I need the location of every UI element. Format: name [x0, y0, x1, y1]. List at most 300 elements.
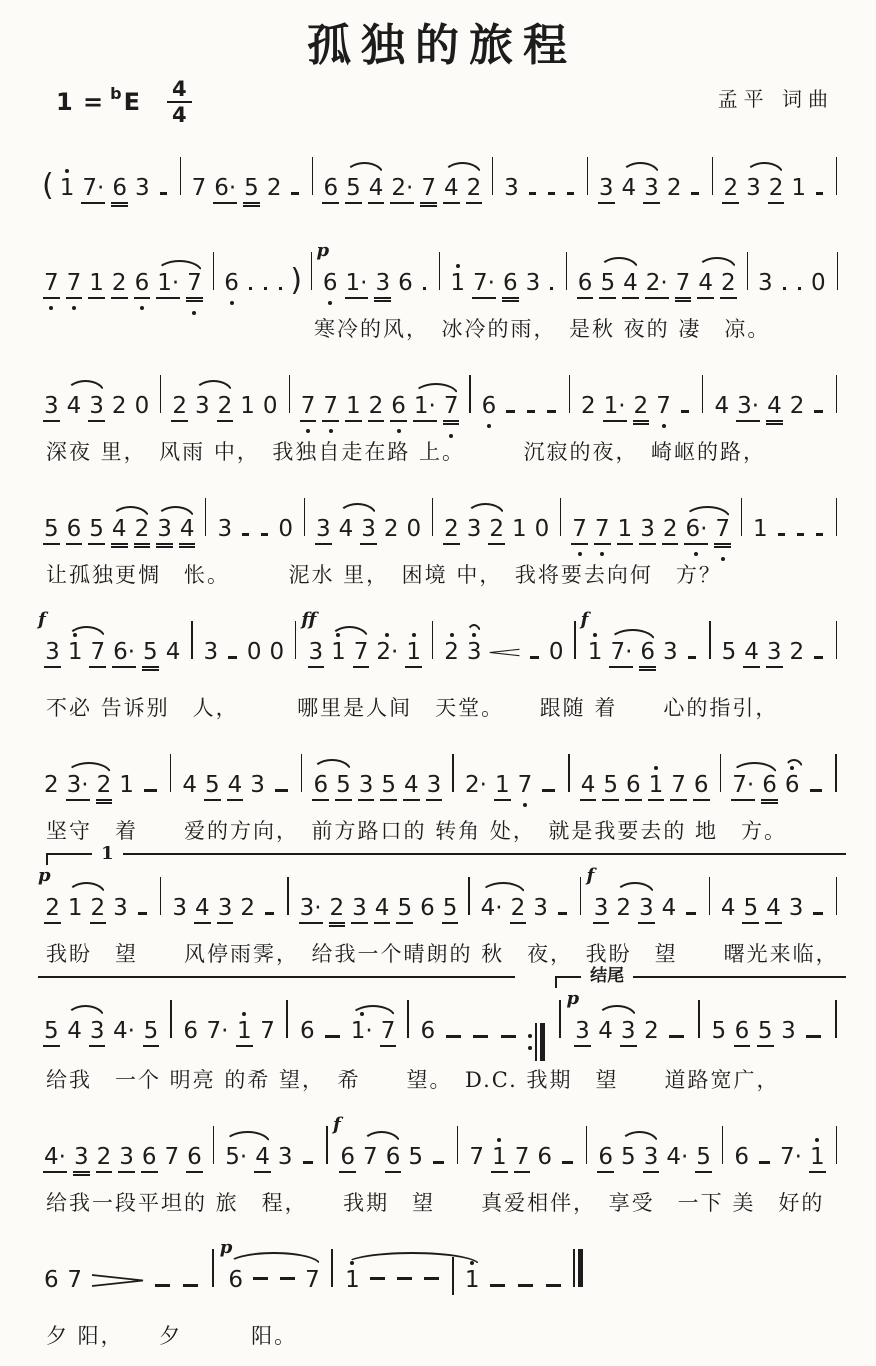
slur-group — [410, 395, 463, 425]
barline — [569, 375, 570, 413]
note-digit: 7 — [675, 272, 692, 302]
note-digit: 2 — [171, 395, 188, 422]
octave-dot-below — [578, 552, 582, 556]
note — [491, 1146, 508, 1173]
note-digit: 0 — [810, 272, 827, 297]
lyrics-line: 让孤独更惆 怅。 泥水 里， 困境 中， 我将要去向何 方？ — [38, 560, 846, 594]
barline — [709, 621, 710, 659]
repeat-end-sign — [528, 1023, 545, 1061]
note-digit: 7 — [304, 1269, 321, 1294]
dynamic-label: p — [220, 1239, 233, 1257]
slur-group — [440, 177, 485, 204]
note-digit: 6 — [734, 1020, 751, 1047]
note-digit: 4 — [743, 641, 760, 668]
octave-dot-below — [449, 434, 453, 438]
duration-dash — [688, 656, 697, 659]
slur-group — [191, 395, 236, 422]
note-digit: 6 — [134, 272, 151, 299]
note — [396, 897, 413, 924]
note — [757, 1020, 774, 1047]
note — [766, 395, 783, 425]
note-digit: 3 — [73, 1146, 90, 1176]
duration-dash — [798, 287, 801, 290]
rest — [277, 518, 294, 543]
octave-dot-below — [329, 429, 333, 433]
dynamic-label: f — [38, 611, 46, 629]
note — [580, 395, 597, 420]
note — [639, 518, 656, 545]
note-digit: 3 — [216, 518, 233, 543]
note-digit: 4 — [368, 177, 385, 204]
slur-group — [618, 177, 663, 204]
slur-group — [463, 641, 486, 666]
lyrics-line: 寒冷的风， 冰冷的雨， 是秋 夜的 凄 凉。 — [38, 314, 846, 348]
note — [464, 1269, 481, 1294]
repeat-dot — [528, 1034, 532, 1038]
lyrics-line: 给我一段平坦的 旅 程， 我期 望 真爱相伴， 享受 一下 美 好的 — [38, 1188, 846, 1222]
note — [299, 1020, 316, 1045]
note — [594, 518, 611, 545]
note — [368, 177, 385, 204]
note — [182, 1020, 199, 1045]
note-digit: 2 — [722, 177, 739, 204]
lyrics-line: 夕 阳， 夕 阳。 — [38, 1321, 846, 1355]
note — [510, 897, 527, 924]
note — [665, 1146, 689, 1171]
parenthesis: ) — [290, 263, 302, 298]
slur-group — [617, 1146, 662, 1173]
note-digit: 6 — [182, 1020, 199, 1045]
note-digit: 2 — [443, 641, 460, 666]
note-digit: 6 — [577, 272, 594, 299]
note — [443, 518, 460, 545]
octave-dot-above — [350, 1261, 354, 1265]
note-digit: 7 — [514, 1146, 531, 1173]
note-digit: 1 — [67, 897, 84, 922]
note — [695, 1146, 712, 1173]
octave-dot-above — [450, 633, 454, 637]
note-digit: 7 — [186, 272, 203, 302]
note — [43, 272, 60, 299]
note — [171, 897, 188, 922]
slur-group — [463, 518, 508, 545]
note-digit: 3 — [374, 272, 391, 302]
duration-dash — [253, 1277, 268, 1280]
note-digit: 4 — [713, 395, 730, 420]
octave-dot-below — [523, 803, 527, 807]
note — [344, 1269, 361, 1294]
music-line — [38, 728, 846, 816]
note-digit: 1 — [118, 774, 135, 799]
note — [710, 1020, 727, 1045]
note — [684, 518, 708, 545]
duration-dash — [433, 1161, 444, 1164]
note — [574, 1020, 591, 1047]
duration-dash — [567, 192, 574, 195]
note — [206, 1020, 230, 1045]
slur-group — [594, 1020, 639, 1047]
duration-dash — [669, 1035, 684, 1038]
note-digit: 3 — [662, 641, 679, 666]
note-digit: 1 — [809, 1146, 826, 1173]
note-digit: 6 — [639, 641, 656, 671]
note — [308, 641, 325, 668]
note-digit: 6 — [43, 1269, 60, 1294]
note-digit: 4 — [66, 1020, 83, 1045]
octave-dot-above — [360, 1012, 364, 1016]
note — [722, 177, 739, 204]
score-line — [38, 974, 846, 1099]
note — [217, 897, 234, 924]
rest — [269, 641, 286, 666]
note — [502, 272, 519, 302]
duration-dash — [397, 1277, 412, 1280]
note — [757, 272, 774, 297]
octave-dot-above — [456, 264, 460, 268]
barline — [835, 754, 837, 792]
note-digit: 7 — [43, 272, 60, 299]
note — [752, 518, 769, 543]
note-digit: 2 — [329, 897, 346, 927]
note — [464, 774, 488, 799]
slur-group — [742, 177, 787, 204]
duration-dash — [681, 410, 690, 413]
slur-group — [335, 518, 380, 545]
note-digit: 6 — [761, 774, 778, 804]
note — [223, 272, 240, 297]
note-digit: 6 — [339, 1146, 356, 1173]
note — [304, 1269, 321, 1294]
dynamic-label: f — [333, 1116, 341, 1134]
note — [66, 1269, 83, 1294]
slur-group — [606, 641, 659, 671]
note-digit: 5 — [335, 774, 352, 801]
repeat-dot — [528, 1046, 532, 1050]
barline-stroke — [578, 1249, 583, 1287]
note-digit: 1 — [345, 395, 362, 422]
music-line — [38, 226, 846, 314]
note-digit: 7· — [609, 641, 633, 668]
note — [443, 177, 460, 204]
barline — [432, 498, 433, 536]
note-digit: 1 — [330, 641, 347, 666]
note-digit: 1 — [88, 272, 105, 299]
note — [66, 395, 83, 420]
note — [362, 1146, 379, 1171]
note-digit: 3 — [426, 774, 443, 801]
note-digit: 7 — [468, 1146, 485, 1171]
slur-group — [612, 897, 657, 924]
duration-dash — [264, 287, 267, 290]
note — [134, 177, 151, 202]
duration-dash — [778, 533, 785, 536]
note-digit: 1· — [156, 272, 180, 299]
note — [420, 1020, 437, 1045]
note-digit: 5 — [757, 1020, 774, 1047]
note-digit: 0 — [134, 395, 151, 420]
note — [639, 641, 656, 671]
note — [43, 1020, 60, 1047]
note — [666, 177, 683, 202]
barline-stroke — [540, 1023, 545, 1061]
note-digit: 3 — [643, 1146, 660, 1173]
note — [300, 395, 317, 422]
note-digit: 3 — [217, 897, 234, 924]
note — [112, 1020, 136, 1045]
duration-dash — [144, 789, 157, 792]
slur-group — [681, 518, 734, 548]
note-digit: 2 — [789, 395, 806, 420]
note — [249, 774, 266, 799]
duration-dash — [550, 287, 553, 290]
slur-group — [108, 518, 153, 548]
note-digit: 5 — [345, 177, 362, 204]
note — [745, 177, 762, 202]
note — [511, 518, 528, 543]
note — [181, 774, 198, 799]
note — [536, 1146, 553, 1171]
note — [780, 1020, 797, 1045]
note — [662, 641, 679, 666]
note — [789, 641, 806, 666]
note — [299, 897, 323, 924]
note-digit: 6 — [419, 897, 436, 922]
note — [165, 641, 182, 666]
note — [599, 272, 616, 299]
duration-dash — [816, 192, 823, 195]
duration-dash — [280, 1277, 295, 1280]
note — [111, 395, 128, 420]
octave-dot-below — [600, 552, 604, 556]
note-digit: 4 — [766, 395, 783, 425]
note-digit: 5 — [442, 897, 459, 924]
note-digit: 2 — [96, 1146, 113, 1173]
note-digit: 3· — [299, 897, 323, 924]
lyrics-line — [38, 219, 846, 225]
note-digit: 4 — [227, 774, 244, 801]
note-digit: 7 — [594, 518, 611, 545]
note-digit: 6 — [502, 272, 519, 302]
note — [638, 897, 655, 924]
duration-dash — [242, 533, 249, 536]
note-digit: 2· — [390, 177, 414, 204]
rest — [134, 395, 151, 420]
note — [625, 774, 642, 801]
score-line — [38, 131, 846, 225]
note-digit: 1 — [617, 518, 634, 545]
duration-dash — [797, 533, 804, 536]
barline — [304, 498, 305, 536]
note-digit: 3 — [466, 641, 483, 666]
note — [164, 1146, 181, 1171]
note — [693, 774, 710, 801]
note — [420, 177, 437, 207]
score-line — [38, 595, 846, 727]
barline — [289, 375, 290, 413]
duration-dash — [249, 287, 252, 290]
note — [203, 641, 220, 666]
barline — [709, 877, 710, 915]
barline — [452, 1257, 454, 1295]
duration-dash — [291, 192, 298, 195]
note-digit: 0 — [534, 518, 551, 543]
note-digit: 7 — [164, 1146, 181, 1171]
note-digit: 5 — [143, 1020, 160, 1047]
barline — [702, 375, 703, 413]
note — [266, 177, 283, 202]
note-digit: 4 — [597, 1020, 614, 1045]
slur-group — [341, 1257, 483, 1294]
note-digit: 7 — [353, 641, 370, 668]
note — [191, 177, 208, 202]
song-title: 孤独的旅程 — [38, 20, 846, 73]
note-digit: 4· — [665, 1146, 689, 1171]
note-digit: 3 — [351, 897, 368, 924]
note-digit: 6 — [397, 272, 414, 297]
duration-dash — [423, 287, 426, 290]
slur-group — [153, 272, 206, 302]
note — [643, 177, 660, 204]
volta-bracket — [46, 853, 846, 865]
note-digit: 2 — [43, 774, 60, 799]
note — [277, 1146, 294, 1171]
note-digit: 2 — [239, 897, 256, 922]
score-line — [38, 226, 846, 348]
note — [112, 897, 129, 922]
duration-dash — [160, 192, 167, 195]
note-digit: 3 — [532, 897, 549, 922]
note — [655, 395, 672, 420]
note — [345, 177, 362, 204]
note — [339, 1146, 356, 1173]
decrescendo-hairpin-icon — [90, 1274, 146, 1287]
note-digit: 4 — [165, 641, 182, 666]
note — [405, 641, 422, 668]
note — [503, 177, 520, 202]
note — [374, 897, 391, 924]
barline — [836, 621, 837, 659]
note-digit: 6 — [322, 272, 339, 297]
slur-group — [224, 1269, 323, 1294]
note-digit: 4 — [403, 774, 420, 801]
note-digit: 7 — [259, 1020, 276, 1045]
duration-dash — [473, 1035, 488, 1038]
note-digit: 3· — [66, 774, 90, 801]
note-digit: 7 — [191, 177, 208, 202]
barline — [326, 1126, 327, 1164]
note-digit: 6 — [223, 272, 240, 297]
note — [743, 641, 760, 668]
duration-dash — [814, 656, 823, 659]
note-digit: 0 — [548, 641, 565, 666]
note — [714, 518, 731, 548]
note-digit: 6 — [186, 1146, 203, 1173]
note — [217, 395, 234, 422]
rest — [406, 518, 423, 543]
note-digit: 7 — [66, 1269, 83, 1294]
note — [721, 641, 738, 666]
lyrics-line: 不必 告诉别 人， 哪里是人间 天堂。 跟随 着 心的指引， — [38, 693, 846, 727]
duration-dash — [691, 192, 698, 195]
barline — [836, 498, 837, 536]
note — [662, 518, 679, 545]
note-digit: 6 — [299, 1020, 316, 1045]
note — [390, 395, 407, 422]
octave-dot-below — [694, 552, 698, 556]
barline — [559, 1000, 561, 1038]
note — [111, 272, 128, 299]
key-note: E — [124, 88, 141, 116]
barline — [836, 1126, 837, 1164]
note-digit: 6 — [312, 774, 329, 801]
duration-dash — [547, 410, 556, 413]
octave-dot-below — [49, 306, 53, 310]
dynamic-label: f — [586, 867, 594, 885]
note — [322, 395, 339, 422]
note-digit: 3 — [466, 518, 483, 543]
note-digit: 2· — [645, 272, 669, 299]
note-digit: 2 — [666, 177, 683, 202]
note — [742, 897, 759, 924]
octave-dot-above — [65, 169, 69, 173]
note-digit: 4· — [480, 897, 504, 922]
note-digit: 5 — [721, 641, 738, 666]
note-digit: 6 — [111, 177, 128, 207]
flat-sign-icon: b — [110, 84, 122, 103]
note — [254, 1146, 271, 1173]
note — [443, 641, 460, 666]
barline — [720, 754, 722, 792]
note — [442, 897, 459, 924]
duration-dash — [527, 410, 536, 413]
note-digit: 0 — [262, 395, 279, 420]
note-digit: 2 — [580, 395, 597, 420]
music-line — [38, 472, 846, 560]
slur-group — [64, 897, 109, 924]
note-digit: 3 — [766, 641, 783, 668]
note — [156, 518, 173, 548]
key-row — [38, 73, 846, 131]
note — [779, 1146, 803, 1171]
note — [43, 1146, 67, 1173]
duration-dash — [806, 1035, 821, 1038]
duration-dash — [810, 789, 823, 792]
note — [143, 1020, 160, 1047]
note — [761, 774, 778, 804]
dynamic-label: f — [581, 611, 589, 629]
note-digit: 3 — [112, 897, 129, 922]
note-digit: 7 — [322, 395, 339, 422]
note-digit: 7 — [517, 774, 534, 799]
note-digit: 3 — [134, 177, 151, 202]
note — [204, 774, 221, 801]
barline — [191, 621, 192, 659]
octave-dot-below — [487, 424, 491, 428]
duration-dash — [816, 533, 823, 536]
octave-dot-below — [230, 301, 234, 305]
note-digit: 3 — [598, 177, 615, 204]
note — [186, 1146, 203, 1173]
note — [765, 897, 782, 924]
note — [577, 272, 594, 299]
barline — [836, 375, 837, 413]
note — [224, 1146, 248, 1171]
slur-group — [359, 1146, 404, 1173]
note — [720, 272, 737, 299]
note — [89, 641, 106, 668]
music-line — [38, 595, 846, 693]
note — [44, 641, 61, 668]
